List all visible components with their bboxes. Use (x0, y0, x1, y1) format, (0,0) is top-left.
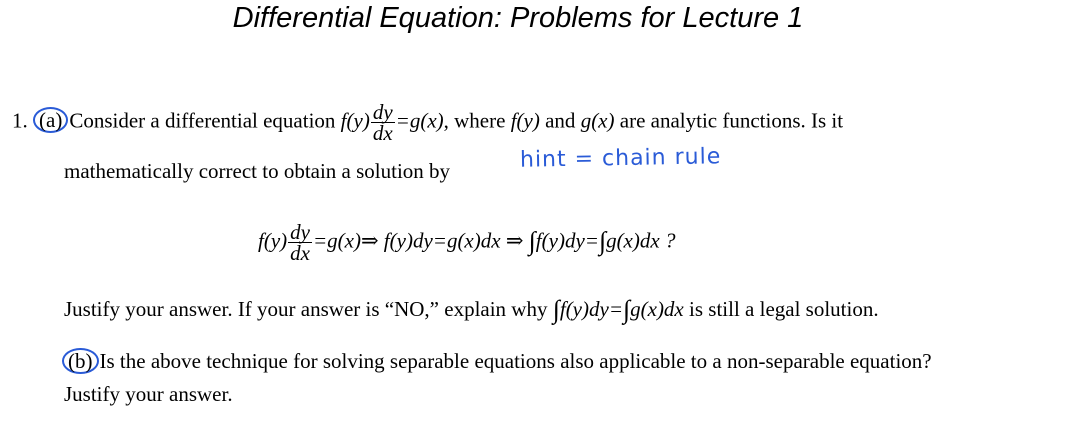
line1-suffix-1: , where (443, 108, 511, 133)
justify-line (64, 296, 879, 323)
display-int-left: f(y)dy= (535, 228, 599, 253)
justify-suffix: is still a legal solution. (683, 297, 879, 321)
handwritten-hint: hint = chain rule (519, 144, 722, 173)
and-text: and (539, 108, 581, 133)
display-int-right: g(x)dx ? (606, 228, 676, 253)
part-b-label: (b) (62, 348, 99, 374)
justify-text: Justify your answer. If your answer is “NO,” explain why (64, 297, 553, 321)
fraction-numerator: dy (372, 100, 393, 124)
problem-1-line-1 (12, 102, 843, 143)
gx-text: g(x) (580, 108, 615, 133)
integral-symbol: ∫ (552, 295, 560, 324)
integral-symbol: ∫ (623, 295, 631, 324)
display-dy-dx-fraction (288, 222, 312, 263)
integral-symbol: ∫ (528, 226, 536, 256)
problem-1-line-2: mathematically correct to obtain a solution by (64, 159, 451, 183)
display-equation (258, 222, 675, 263)
fy-text: f(y) (510, 108, 540, 133)
problem-number: 1. (12, 108, 28, 133)
display-eq1: =g(x)⇒ f(y)dy=g(x)dx ⇒ (312, 228, 524, 253)
eq-rhs: =g(x) (395, 108, 444, 133)
page-title: Differential Equation: Problems for Lecture 1 (232, 2, 804, 34)
dy-dx-fraction (371, 102, 395, 143)
eq-f-y: f(y) (340, 108, 370, 133)
justify-int-right: g(x)dx (630, 297, 684, 321)
justify-int-left: f(y)dy= (559, 297, 623, 321)
fraction-numerator: dy (290, 220, 310, 244)
part-b-line-1 (62, 348, 932, 374)
part-b-line-2: Justify your answer. (64, 382, 233, 406)
part-a-label: (a) (33, 107, 68, 133)
line1-prefix: Consider a differential equation (69, 108, 341, 133)
fraction-denominator: dx (290, 241, 310, 265)
fraction-denominator: dx (372, 121, 393, 145)
part-b-text: Is the above technique for solving separable equations also applicable to a non-separable equation? (99, 349, 932, 373)
integral-symbol: ∫ (598, 226, 607, 256)
display-lhs: f(y) (258, 228, 288, 253)
line1-suffix-2: are analytic functions. Is it (614, 108, 844, 133)
